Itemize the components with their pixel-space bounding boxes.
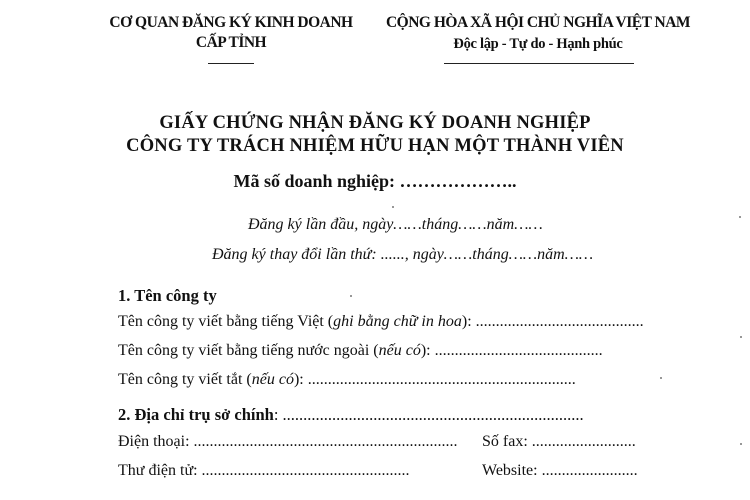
document-subtitle: CÔNG TY TRÁCH NHIỆM HỮU HẠN MỘT THÀNH VIÊN <box>126 136 624 156</box>
national-title: CỘNG HÒA XÃ HỘI CHỦ NGHĨA VIỆT NAM <box>385 14 691 31</box>
abbreviated-name-fill: ): ................................................................... <box>293 371 576 388</box>
foreign-name-field <box>118 342 603 360</box>
enterprise-code-line <box>0 171 750 192</box>
enterprise-code-label: Mã số doanh nghiệp: <box>233 171 400 191</box>
email-field: Thư điện tử: .................................................... <box>118 462 410 479</box>
head-office-address-fill: : ......................................................................... <box>273 405 584 424</box>
section-company-name-heading: 1. Tên công ty <box>118 286 217 305</box>
vietnamese-name-fill: ): .......................................... <box>461 313 644 330</box>
head-office-address-field <box>118 405 584 425</box>
scan-speck <box>740 336 742 338</box>
agency-name-line2: CẤP TỈNH <box>195 34 267 51</box>
website-field: Website: ........................ <box>482 462 638 479</box>
vietnamese-name-note: ghi bằng chữ in hoa <box>333 313 462 330</box>
phone-field: Điện thoại: .................................................................. <box>118 433 458 450</box>
vietnamese-name-field <box>118 313 644 331</box>
agency-name-line1: CƠ QUAN ĐĂNG KÝ KINH DOANH <box>109 14 353 31</box>
abbreviated-name-label: Tên công ty viết tắt ( <box>118 371 252 388</box>
scan-speck <box>740 443 742 445</box>
vietnamese-name-label: Tên công ty viết bằng tiếng Việt ( <box>118 313 334 330</box>
national-motto: Độc lập - Tự do - Hạnh phúc <box>453 36 623 52</box>
motto-underline <box>444 63 634 64</box>
enterprise-code-value: ……………….. <box>399 171 517 191</box>
scan-speck <box>392 206 394 208</box>
first-registration-line: Đăng ký lần đầu, ngày……tháng……năm…… <box>248 216 543 233</box>
foreign-name-label: Tên công ty viết bằng tiếng nước ngoài ( <box>118 342 379 359</box>
foreign-name-note: nếu có <box>378 342 421 359</box>
section-head-office-heading: 2. Địa chỉ trụ sở chính <box>118 405 274 424</box>
scan-speck <box>739 216 741 218</box>
agency-underline <box>208 63 254 64</box>
change-registration-line: Đăng ký thay đổi lần thứ: ......, ngày……tháng……năm…… <box>212 246 594 263</box>
fax-field: Số fax: .......................... <box>482 433 636 450</box>
abbreviated-name-note: nếu có <box>251 371 294 388</box>
document-title: GIẤY CHỨNG NHẬN ĐĂNG KÝ DOANH NGHIỆP <box>159 113 591 133</box>
foreign-name-fill: ): .......................................... <box>420 342 603 359</box>
scan-speck <box>350 295 352 297</box>
scan-speck <box>660 377 662 379</box>
abbreviated-name-field <box>118 371 576 389</box>
